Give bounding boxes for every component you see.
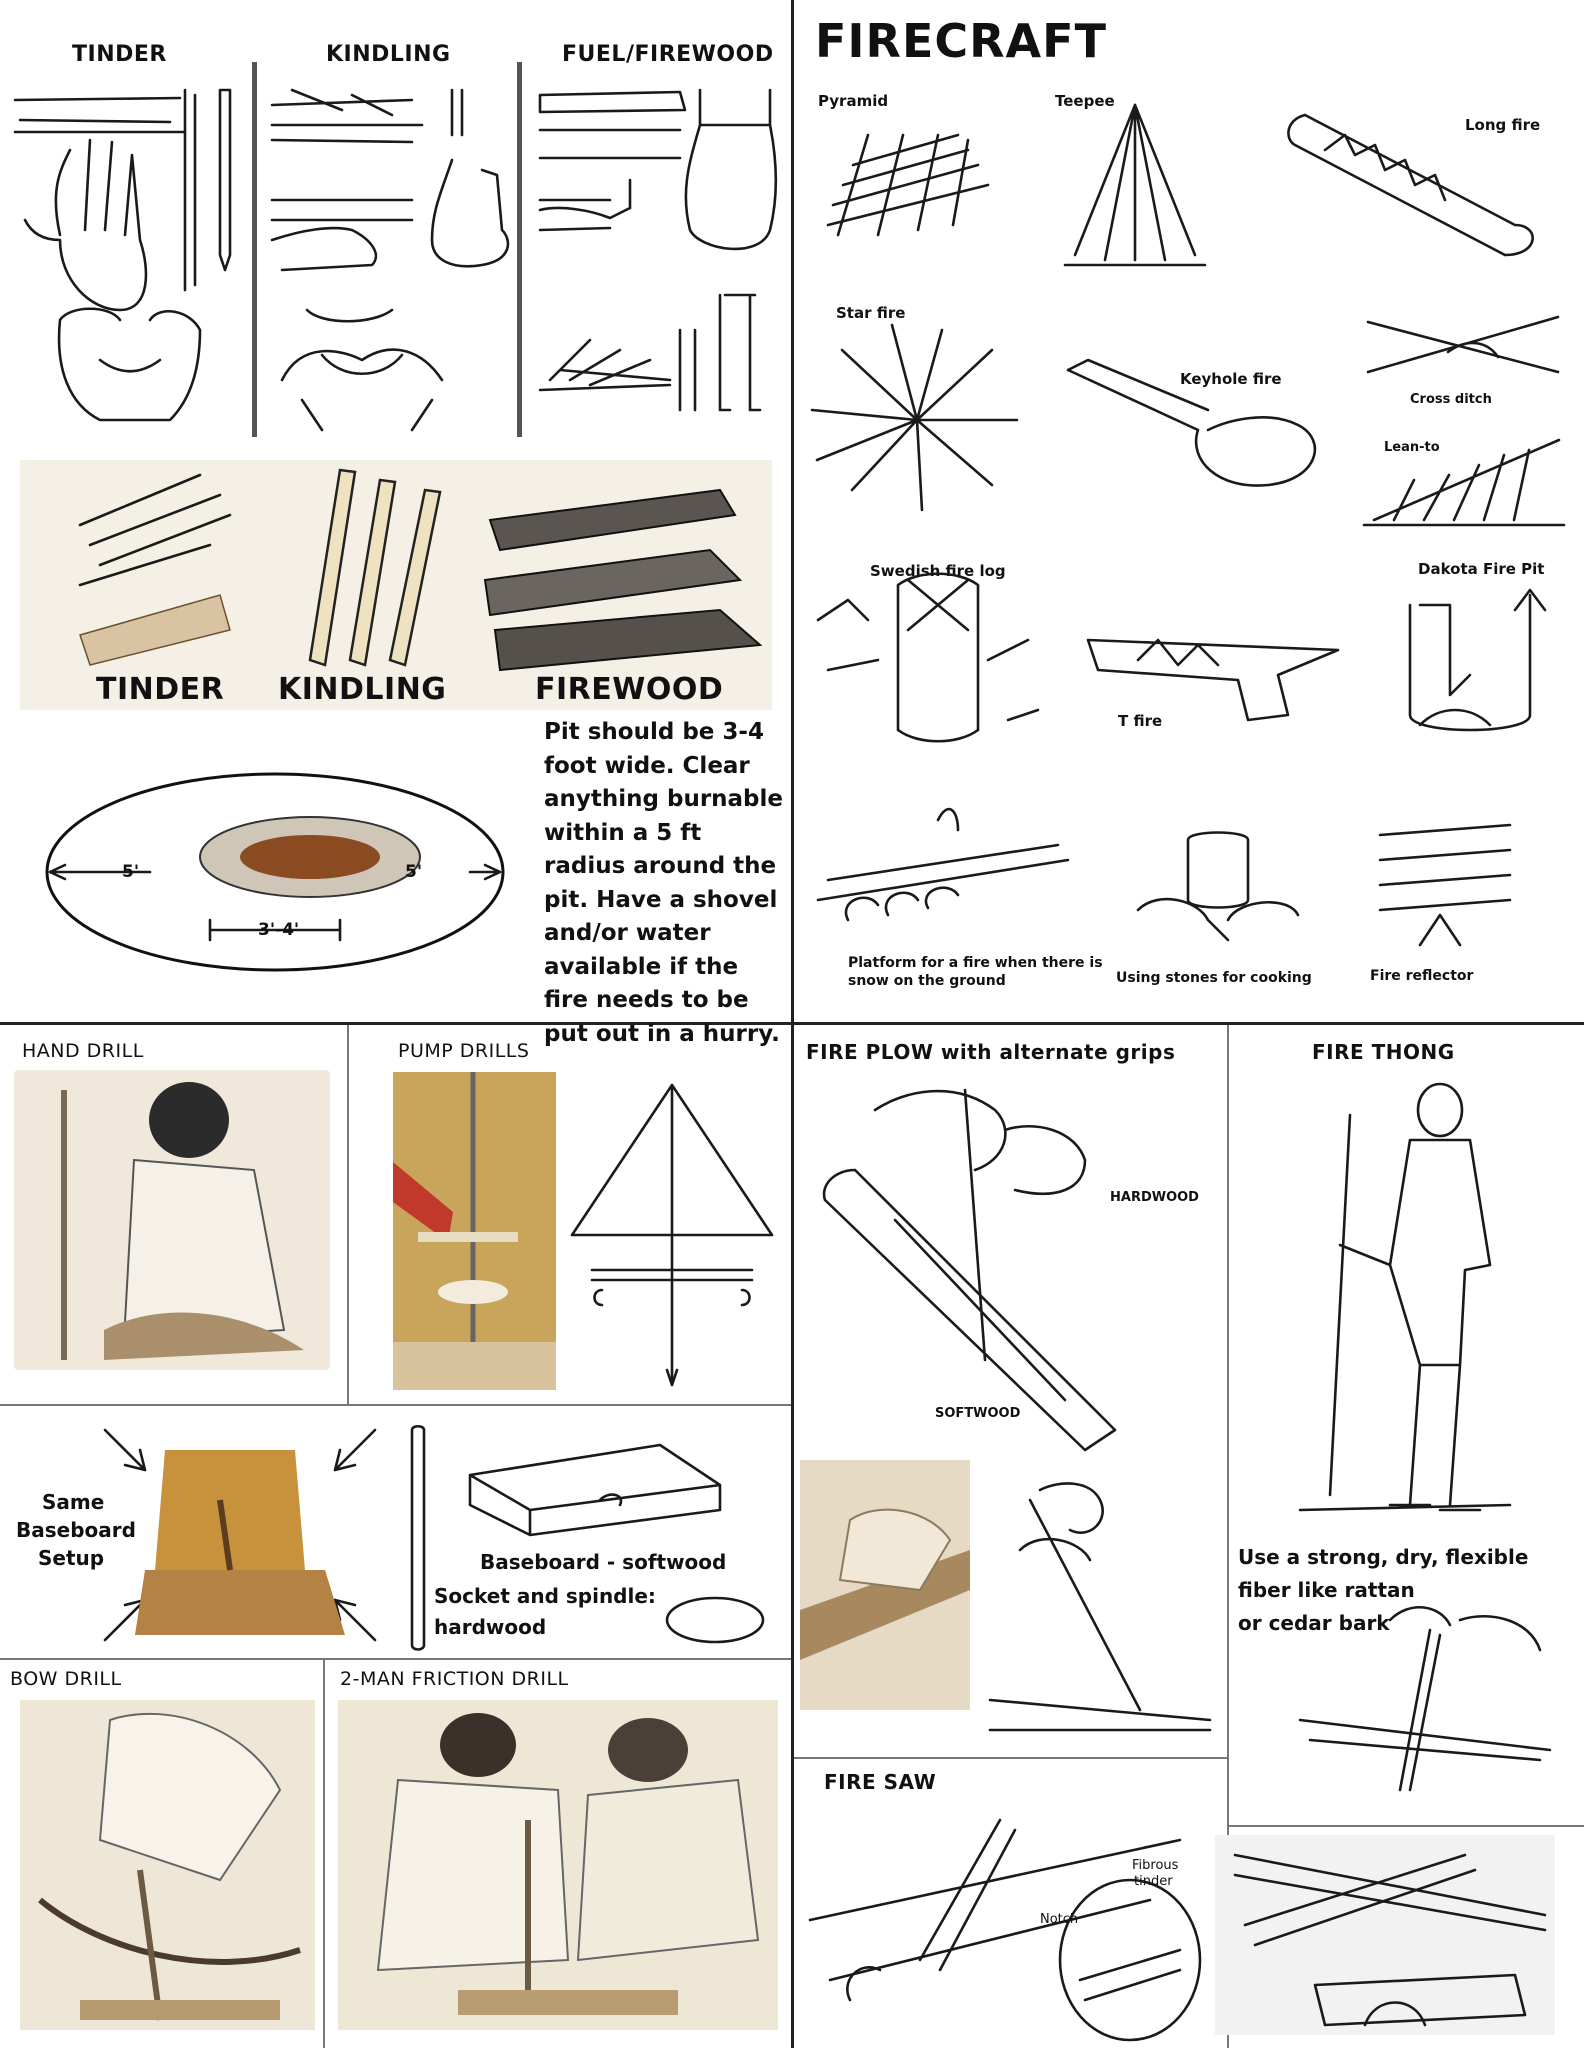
label-dakota: Dakota Fire Pit [1418, 560, 1545, 578]
teepee-fire-sketch [1045, 95, 1225, 275]
dakota-fire-pit-sketch [1390, 575, 1570, 745]
socket-sketch [660, 1590, 770, 1650]
label-cross-ditch: Cross ditch [1410, 392, 1492, 407]
label-platform-text: Platform for a fire when there is snow on the ground [848, 955, 1103, 989]
sorted-label-kindling: KINDLING [278, 672, 447, 707]
panel-border [0, 1658, 791, 1660]
fire-plow-grip-sketch [980, 1460, 1220, 1740]
bow-drill-illustration [20, 1700, 315, 2030]
two-man-drill-illustration [338, 1700, 778, 2030]
sorted-label-firewood: FIREWOOD [535, 672, 724, 707]
fuel-size-sketch [530, 80, 790, 460]
fire-thong-detail-sketch [1290, 1590, 1560, 1800]
fire-pit-diagram [40, 762, 510, 982]
panel-border [1227, 1025, 1229, 1825]
keyhole-fire-sketch [1058, 350, 1328, 500]
label-softwood: SOFTWOOD [935, 1406, 1021, 1421]
kindling-sticks-illustration [280, 460, 480, 690]
thong-text-2: fiber like rattan [1238, 1578, 1415, 1602]
baseboard-text: Baseboard - softwood [480, 1550, 727, 1574]
baseboard-sketch [460, 1435, 730, 1545]
label-fire-thong: FIRE THONG [1312, 1040, 1455, 1064]
label-long-fire: Long fire [1465, 116, 1541, 134]
firewood-logs-illustration [470, 470, 760, 700]
thong-text-1: Use a strong, dry, flexible [1238, 1545, 1529, 1569]
pit-instructions: Pit should be 3-4 foot wide. Clear anything burnable within a 5 ft radius around the pit. Have a shovel and/or water available if the fire needs to be put out in a hurry. [544, 719, 784, 1047]
label-lean-to: Lean-to [1384, 440, 1440, 455]
platform-fire-sketch [808, 790, 1108, 940]
panel-border [1227, 1825, 1584, 1827]
fire-saw-sketch [800, 1800, 1220, 2030]
label-hardwood: HARDWOOD [1110, 1190, 1199, 1205]
label-teepee: Teepee [1055, 92, 1115, 110]
label-two-man: 2-MAN FRICTION DRILL [340, 1668, 569, 1690]
label-fibrous-1: Fibrous [1132, 1858, 1179, 1873]
fire-saw-photo [1215, 1835, 1555, 2035]
tinder-sticks-illustration [60, 465, 310, 695]
label-star-fire: Star fire [836, 304, 906, 322]
label-same: Same [42, 1490, 105, 1514]
label-fire-saw: FIRE SAW [824, 1770, 937, 1794]
label-fibrous-2: tinder [1134, 1874, 1173, 1889]
tinder-size-sketch [0, 80, 250, 460]
panel-border [323, 1660, 325, 2048]
t-fire-sketch [1078, 610, 1348, 730]
horizontal-divider [0, 1022, 1584, 1025]
fire-thong-person-sketch [1290, 1065, 1520, 1535]
label-hand-drill: HAND DRILL [22, 1040, 144, 1062]
label-bow-drill: BOW DRILL [10, 1668, 122, 1690]
long-fire-sketch [1285, 95, 1575, 265]
header-fuel: FUEL/FIREWOOD [562, 42, 774, 67]
cross-ditch-sketch [1358, 302, 1568, 402]
sorted-label-tinder: TINDER [96, 672, 225, 707]
label-setup: Setup [38, 1546, 105, 1570]
label-fire-plow: FIRE PLOW with alternate grips [806, 1040, 1176, 1064]
header-kindling: KINDLING [326, 42, 451, 67]
label-t-fire: T fire [1118, 712, 1163, 730]
hand-drill-illustration [14, 1070, 330, 1370]
socket-text-2: hardwood [434, 1615, 547, 1639]
pump-drill-photo [393, 1072, 556, 1390]
label-cooking: Using stones for cooking [1116, 970, 1312, 986]
pit-dim-bottom: 3'-4' [258, 920, 300, 940]
panel-border [794, 1757, 1227, 1759]
spindle-sketch [404, 1425, 434, 1655]
fire-plow-sketch [815, 1070, 1195, 1440]
label-baseboard: Baseboard [16, 1518, 136, 1542]
pyramid-fire-sketch [808, 95, 1008, 255]
fire-plow-photo [800, 1460, 970, 1710]
lean-to-sketch [1364, 420, 1564, 530]
stones-cooking-sketch [1118, 800, 1318, 950]
label-pump-drills: PUMP DRILLS [398, 1040, 530, 1062]
kindling-size-sketch [262, 80, 522, 460]
label-platform [848, 954, 1108, 990]
label-reflector: Fire reflector [1370, 968, 1474, 984]
fire-reflector-sketch [1360, 815, 1530, 965]
star-fire-sketch [802, 310, 1032, 510]
header-tinder: TINDER [72, 42, 167, 67]
thong-text-3: or cedar bark [1238, 1611, 1390, 1635]
label-keyhole: Keyhole fire [1180, 370, 1282, 388]
firecraft-title: FIRECRAFT [815, 14, 1107, 68]
pump-drill-diagram [562, 1075, 782, 1405]
swedish-fire-log-sketch [808, 570, 1048, 750]
label-swedish: Swedish fire log [870, 562, 1006, 580]
label-pyramid: Pyramid [818, 92, 889, 110]
socket-text-1: Socket and spindle: [434, 1584, 656, 1608]
label-notch: Notch [1040, 1912, 1079, 1927]
column-divider [252, 62, 257, 437]
panel-border [347, 1025, 349, 1405]
baseboard-setup-illustration [95, 1420, 395, 1650]
pit-dim-left: 5' [122, 862, 140, 882]
pit-dim-right: 5' [405, 862, 423, 882]
